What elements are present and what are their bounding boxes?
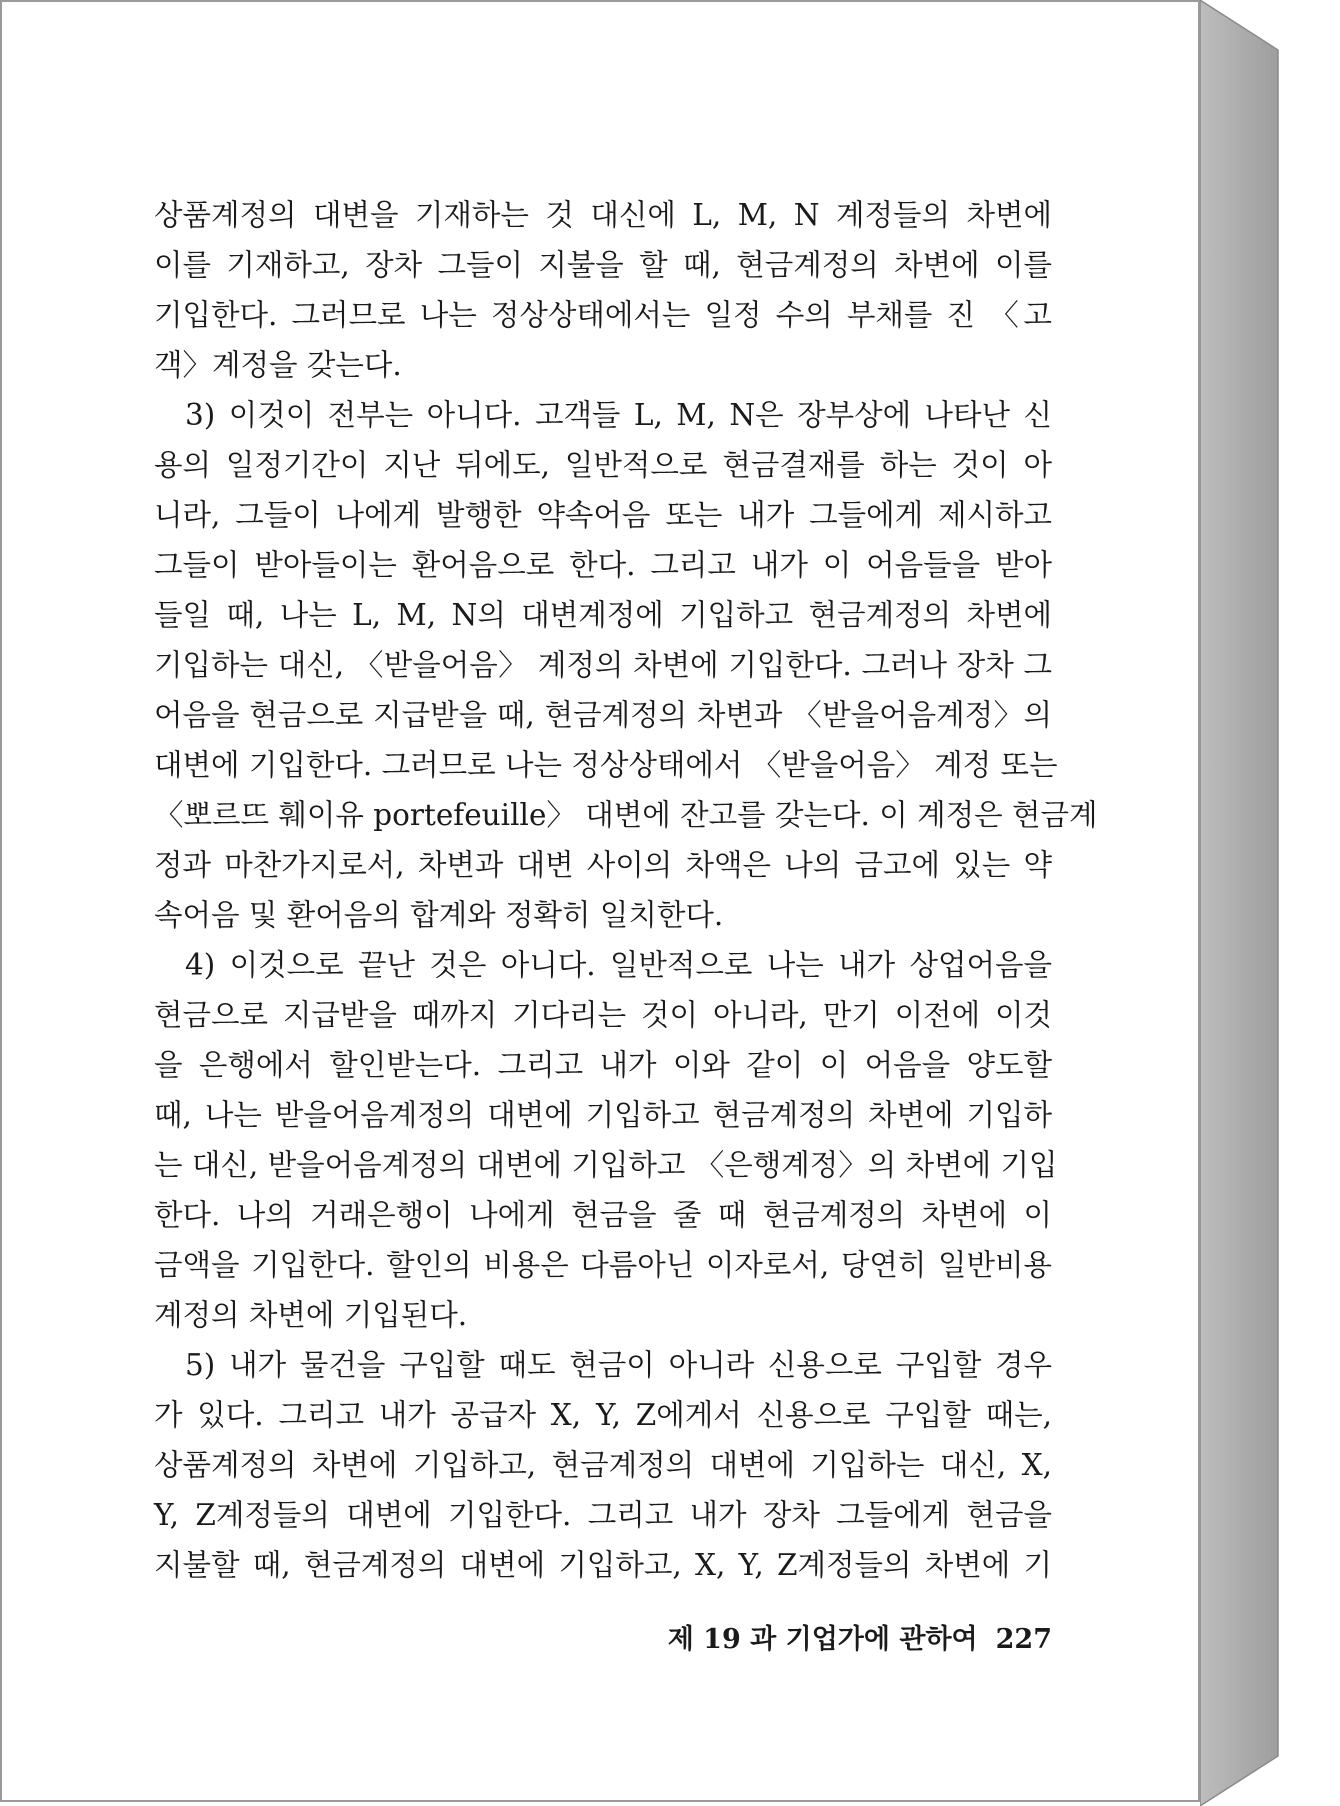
text-line: 금액을 기입한다. 할인의 비용은 다름아닌 이자로서, 당연히 일반비용 xyxy=(154,1248,1052,1282)
text-line: 는 대신, 받을어음계정의 대변에 기입하고 〈은행계정〉의 차변에 기입 xyxy=(154,1148,1058,1182)
text-line: 속어음 및 환어음의 합계와 정확히 일치한다. xyxy=(154,898,724,932)
text-line: 어음을 현금으로 지급받을 때, 현금계정의 차변과 〈받을어음계정〉의 xyxy=(154,698,1052,732)
text-line: 5) 내가 물건을 구입할 때도 현금이 아니라 신용으로 구입할 경우 xyxy=(185,1348,1052,1382)
text-line: 니라, 그들이 나에게 발행한 약속어음 또는 내가 그들에게 제시하고 xyxy=(154,498,1052,532)
text-line: 현금으로 지급받을 때까지 기다리는 것이 아니라, 만기 이전에 이것 xyxy=(154,998,1052,1032)
text-line: 계정의 차변에 기입된다. xyxy=(154,1298,468,1332)
text-line: 4) 이것으로 끝난 것은 아니다. 일반적으로 나는 내가 상업어음을 xyxy=(185,948,1052,982)
text-line: 상품계정의 대변을 기재하는 것 대신에 L, M, N 계정들의 차변에 xyxy=(154,198,1052,232)
text-line: 정과 마찬가지로서, 차변과 대변 사이의 차액은 나의 금고에 있는 약 xyxy=(154,848,1052,882)
text-line: 지불할 때, 현금계정의 대변에 기입하고, X, Y, Z계정들의 차변에 기 xyxy=(154,1548,1052,1582)
text-line: 3) 이것이 전부는 아니다. 고객들 L, M, N은 장부상에 나타난 신 xyxy=(185,398,1052,432)
text-line: 들일 때, 나는 L, M, N의 대변계정에 기입하고 현금계정의 차변에 xyxy=(154,598,1052,632)
page-footer xyxy=(602,1617,1052,1656)
body-text xyxy=(154,190,1098,1590)
text-line: 기입한다. 그러므로 나는 정상상태에서는 일정 수의 부채를 진 〈고 xyxy=(154,298,1052,332)
page-number: 227 xyxy=(995,1624,1052,1655)
text-line: 용의 일정기간이 지난 뒤에도, 일반적으로 현금결재를 하는 것이 아 xyxy=(154,448,1052,482)
text-line: 때, 나는 받을어음계정의 대변에 기입하고 현금계정의 차변에 기입하 xyxy=(154,1098,1052,1132)
book-side-edge xyxy=(1200,0,1340,1806)
text-line: 그들이 받아들이는 환어음으로 한다. 그리고 내가 이 어음들을 받아 xyxy=(154,548,1052,582)
chapter-title: 제 19 과 기업가에 관하여 xyxy=(667,1624,978,1655)
text-line: 기입하는 대신, 〈받을어음〉 계정의 차변에 기입한다. 그러나 장차 그 xyxy=(154,648,1052,682)
text-line: 가 있다. 그리고 내가 공급자 X, Y, Z에게서 신용으로 구입할 때는, xyxy=(154,1398,1052,1432)
text-line: 객〉계정을 갖는다. xyxy=(154,348,402,382)
text-line: 대변에 기입한다. 그러므로 나는 정상상태에서 〈받을어음〉 계정 또는 xyxy=(154,748,1058,782)
text-line: 이를 기재하고, 장차 그들이 지불을 할 때, 현금계정의 차변에 이를 xyxy=(154,248,1052,282)
text-line: 을 은행에서 할인받는다. 그리고 내가 이와 같이 이 어음을 양도할 xyxy=(154,1048,1052,1082)
text-line: Y, Z계정들의 대변에 기입한다. 그리고 내가 장차 그들에게 현금을 xyxy=(154,1498,1052,1532)
text-line: 한다. 나의 거래은행이 나에게 현금을 줄 때 현금계정의 차변에 이 xyxy=(154,1198,1052,1232)
text-line: 상품계정의 차변에 기입하고, 현금계정의 대변에 기입하는 대신, X, xyxy=(154,1448,1052,1482)
text-line: 〈뽀르뜨 훼이유 portefeuille〉 대변에 잔고를 갖는다. 이 계정은 현금계 xyxy=(154,798,1098,832)
